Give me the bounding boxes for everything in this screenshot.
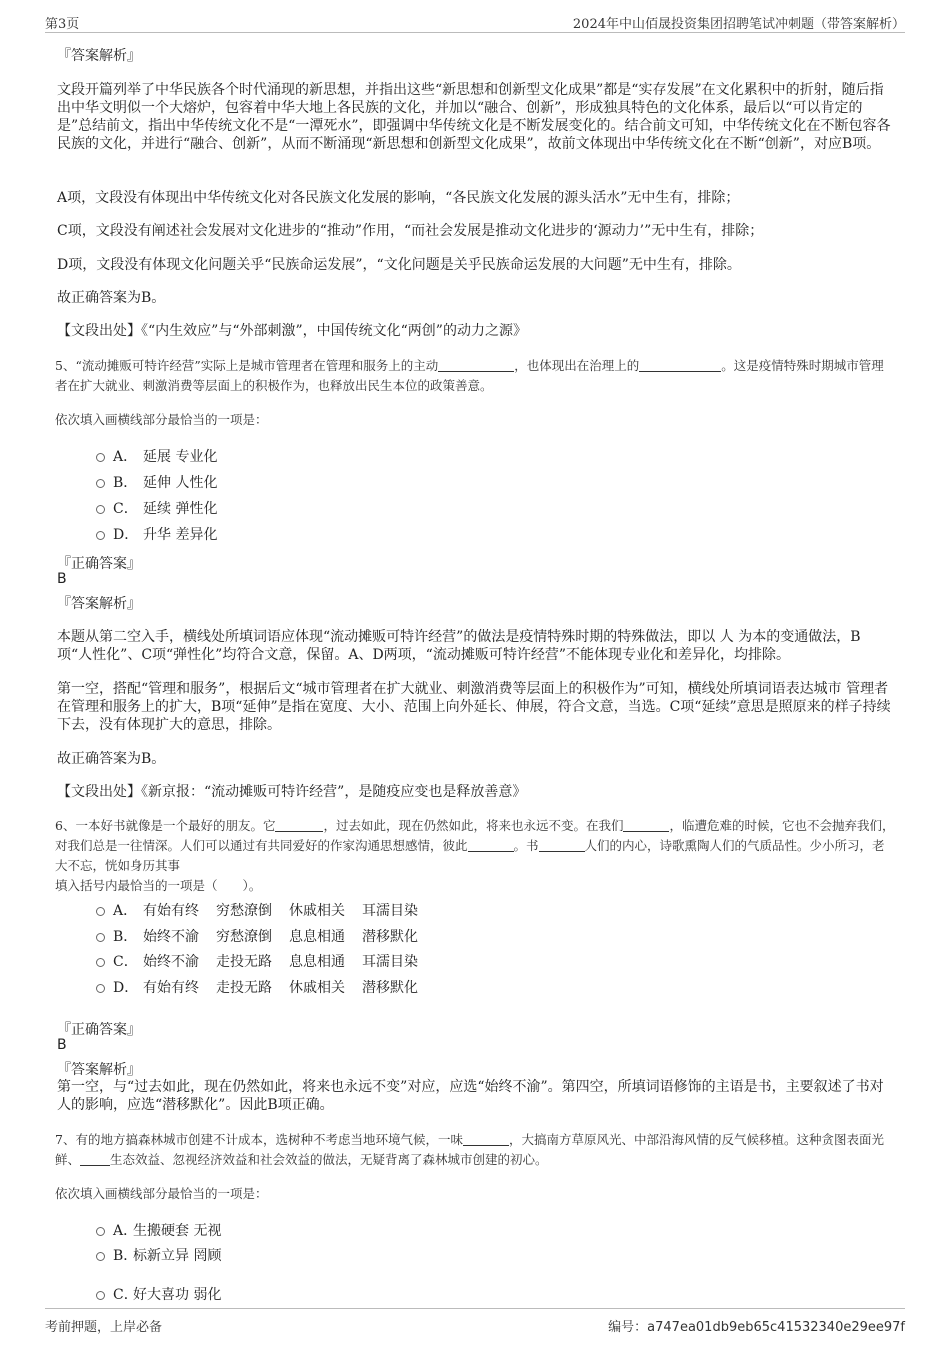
radio-icon[interactable] [96,984,105,993]
question-5-stem: 5、“流动摊贩可特许经营”实际上是城市管理者在管理和服务上的主动 ，也体现出在治理上的 。这是疫情特殊时期城市管理者在扩大就业、刺激消费等层面上的积极作为，也释放出民生本位的政策善意。 [55,358,884,393]
question-6-stem: 6、一本好书就像是一个最好的朋友。它 ，过去如此，现在仍然如此，将来也永远不变。在我们 ，临遭危难的时候，它也不会抛弃我们，对我们总是一往情深。人们可以通过有共同爱好的作家沟通思想感情，彼此 。书 人们的内心，诗歌熏陶人们的气质品性。少小所习，老大不忘，恍如身历其事 [55,818,895,873]
analysis-paragraph: 文段开篇列举了中华民族各个时代涌现的新思想，并指出这些“新思想和创新型文化成果”都是“实存发展”在文化累积中的折射，随后指出中华文明似一个大熔炉，包容着中华大地上各民族的文化，并加以“融合、创新”，形成独具特色的文化体系，最后以“可以肯定的是”总结前文，指出中华传统文化不是“一潭死水”，即强调中华传统文化是不断发展变化的。结合前文可知，中华传统文化在不断包容各民族的文化，并进行“融合、创新”，从而不断涌现“新思想和创新型文化成果”，故前文体现出中华传统文化在不断“创新”，对应B项。 [57,82,891,152]
document-code: 编号：a747ea01db9eb65c41532340e29ee97f [608,1320,905,1335]
option-a[interactable]: A．生搬硬套 无视 [96,1220,221,1240]
source-citation: 【文段出处】《新京报：“流动摊贩可特许经营”，是随疫应变也是释放善意》 [57,784,527,800]
analysis-label: 『答案解析』 [57,48,141,64]
radio-icon[interactable] [96,933,105,942]
radio-icon[interactable] [96,479,105,488]
option-d[interactable]: D． 升华 差异化 [96,524,217,544]
radio-icon[interactable] [96,505,105,514]
page-number: 第3页 [45,17,80,32]
option-d[interactable]: D． 有始有终 走投无路 休戚相关 潜移默化 [96,977,435,997]
blank [623,819,669,832]
analysis-paragraph: 本题从第二空入手，横线处所填词语应体现“流动摊贩可特许经营”的做法是疫情特殊时期的特殊做法，即以 人 为本的变通做法，B项“人性化”、C项“弹性化”均符合文意，保留。A、D两项，“流动摊贩可特许经营”不能体现专业化和差异化，均排除。 [57,629,861,663]
analysis-paragraph: 第一空，与“过去如此，现在仍然如此，将来也永远不变”对应，应选“始终不渝”。第四空，所填词语修饰的主语是书，主要叙述了书对人的影响，应选“潜移默化”。因此B项正确。 [57,1079,884,1113]
footer-slogan: 考前押题，上岸必备 [45,1320,163,1335]
option-b[interactable]: B． 始终不渝 穷愁潦倒 息息相通 潜移默化 [96,926,435,946]
question-5-instruction: 依次填入画横线部分最恰当的一项是： [55,412,268,427]
radio-icon[interactable] [96,453,105,462]
blank [80,1153,110,1166]
option-b[interactable]: B．标新立异 罔顾 [96,1245,221,1265]
question-6-instruction: 填入括号内最恰当的一项是（ ）。 [55,878,262,893]
analysis-option-a: A项，文段没有体现出中华传统文化对各民族文化发展的影响，“各民族文化发展的源头活水”无中生有，排除； [57,190,740,206]
analysis-option-d: D项，文段没有体现文化问题关乎“民族命运发展”，“文化问题是关乎民族命运发展的大问题”无中生有，排除。 [57,257,741,273]
analysis-option-c: C项，文段没有阐述社会发展对文化进步的“推动”作用，“而社会发展是推动文化进步的‘源动力’”无中生有，排除； [57,223,764,239]
option-c[interactable]: C． 延续 弹性化 [96,498,217,518]
analysis-label: 『答案解析』 [57,596,141,612]
option-a[interactable]: A． 有始有终 穷愁潦倒 休戚相关 耳濡目染 [96,900,435,920]
conclusion: 故正确答案为B。 [57,751,166,767]
blank [468,839,514,852]
blank [639,359,721,372]
option-c[interactable]: C． 始终不渝 走投无路 息息相通 耳濡目染 [96,951,435,971]
blank [539,839,585,852]
option-a[interactable]: A． 延展 专业化 [96,446,217,466]
page-footer [45,1308,905,1339]
option-b[interactable]: B． 延伸 人性化 [96,472,217,492]
blank [275,819,323,832]
correct-answer: B [57,571,67,587]
blank [463,1133,509,1146]
blank [438,359,514,372]
conclusion: 故正确答案为B。 [57,290,166,306]
page-header [45,10,905,33]
correct-answer-label: 『正确答案』 [57,556,141,572]
analysis-paragraph: 第一空，搭配“管理和服务”，根据后文“城市管理者在扩大就业、刺激消费等层面上的积极作为”可知，横线处所填词语表达城市 管理者在管理和服务上的扩大，B项“延伸”是指在宽度、大小、范围上向外延长、伸展，符合文意，当选。C项“延续”意思是照原来的样子持续下去，没有体现扩大的意思，排除。 [57,681,891,733]
source-citation: 【文段出处】《“内生效应”与“外部刺激”，中国传统文化“两创”的动力之源》 [57,323,527,339]
option-c[interactable]: C．好大喜功 弱化 [96,1284,221,1304]
question-7-instruction: 依次填入画横线部分最恰当的一项是： [55,1186,268,1201]
radio-icon[interactable] [96,958,105,967]
radio-icon[interactable] [96,531,105,540]
analysis-label: 『答案解析』 [57,1062,141,1078]
document-title: 2024年中山佰晟投资集团招聘笔试冲刺题（带答案解析） [572,17,905,32]
radio-icon[interactable] [96,1291,105,1300]
radio-icon[interactable] [96,1252,105,1261]
radio-icon[interactable] [96,1227,105,1236]
question-7-stem: 7、有的地方搞森林城市创建不计成本，选树种不考虑当地环境气候，一味 ，大搞南方草原风光、中部沿海风情的反气候移植。这种贪图表面光鲜、 生态效益、忽视经济效益和社会效益的做法，无疑背离了森林城市创建的初心。 [55,1132,884,1167]
correct-answer: B [57,1037,67,1053]
radio-icon[interactable] [96,907,105,916]
correct-answer-label: 『正确答案』 [57,1022,141,1038]
